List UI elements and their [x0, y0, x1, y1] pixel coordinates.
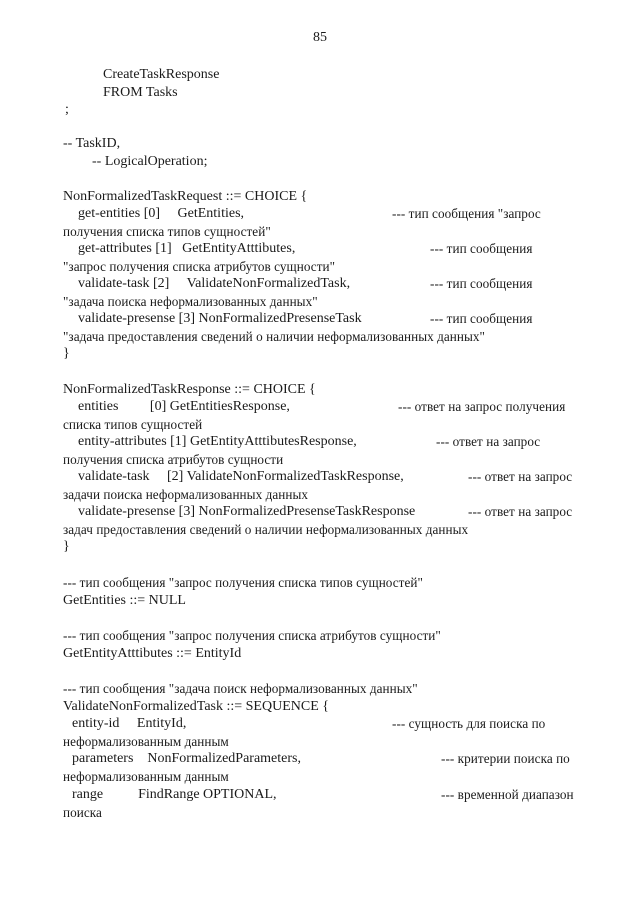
- code-line: get-entities [0] GetEntities,: [78, 206, 245, 221]
- code-comment-line: задач предоставления сведений о наличии неформализованных данных: [63, 522, 469, 537]
- code-line: GetEntities ::= NULL: [63, 593, 186, 608]
- code-line: get-attributes [1] GetEntityAtttibutes,: [78, 241, 296, 256]
- code-line: validate-presense [3] NonFormalizedPresenseTask: [78, 311, 362, 326]
- code-comment-line: -- TaskID,: [63, 136, 121, 151]
- code-comment-line: задачи поиска неформализованных данных: [63, 487, 308, 502]
- code-line: validate-presense [3] NonFormalizedPresenseTaskResponse: [78, 504, 416, 519]
- code-comment-line: --- тип сообщения "запрос получения списка атрибутов сущности": [63, 628, 441, 643]
- code-comment-line: неформализованным данным: [63, 734, 229, 749]
- code-comment-line: поиска: [63, 805, 102, 820]
- code-line: validate-task [2] ValidateNonFormalizedTask,: [78, 276, 351, 291]
- code-line: }: [63, 539, 70, 554]
- code-comment-line: --- ответ на запрос: [468, 504, 573, 519]
- code-comment-line: --- тип сообщения: [430, 311, 533, 326]
- code-comment-line: --- ответ на запрос: [468, 469, 573, 484]
- code-comment-line: --- тип сообщения: [430, 276, 533, 291]
- code-line: NonFormalizedTaskResponse ::= CHOICE {: [63, 382, 316, 397]
- code-comment-line: --- временной диапазон: [441, 787, 574, 802]
- code-comment-line: "задача поиска неформализованных данных": [63, 294, 318, 309]
- code-comment-line: -- LogicalOperation;: [92, 154, 208, 169]
- code-line: entity-attributes [1] GetEntityAtttibutesResponse,: [78, 434, 357, 449]
- code-line: entities [0] GetEntitiesResponse,: [78, 399, 290, 414]
- code-comment-line: --- тип сообщения: [430, 241, 533, 256]
- code-comment-line: --- тип сообщения "задача поиск неформализованных данных": [63, 681, 418, 696]
- code-comment-line: получения списка типов сущностей": [63, 224, 271, 239]
- code-line: entity-id EntityId,: [72, 716, 187, 731]
- code-line: validate-task [2] ValidateNonFormalizedTaskResponse,: [78, 469, 404, 484]
- code-line: GetEntityAtttibutes ::= EntityId: [63, 646, 242, 661]
- code-line: parameters NonFormalizedParameters,: [72, 751, 301, 766]
- code-line: CreateTaskResponse: [103, 67, 220, 82]
- page-number: 85: [313, 30, 327, 45]
- code-line: }: [63, 346, 70, 361]
- code-comment-line: "задача предоставления сведений о наличии неформализованных данных": [63, 329, 485, 344]
- code-comment-line: --- ответ на запрос получения: [398, 399, 566, 414]
- code-comment-line: получения списка атрибутов сущности: [63, 452, 284, 467]
- code-line: ValidateNonFormalizedTask ::= SEQUENCE {: [63, 699, 329, 714]
- code-comment-line: --- критерии поиска по: [441, 751, 570, 766]
- code-comment-line: --- тип сообщения "запрос получения списка типов сущностей": [63, 575, 423, 590]
- code-line: range FindRange OPTIONAL,: [72, 787, 277, 802]
- code-line: FROM Tasks: [103, 85, 178, 100]
- code-comment-line: неформализованным данным: [63, 769, 229, 784]
- code-line: ;: [65, 102, 69, 117]
- code-comment-line: --- тип сообщения "запрос: [392, 206, 541, 221]
- code-comment-line: "запрос получения списка атрибутов сущности": [63, 259, 336, 274]
- code-comment-line: --- ответ на запрос: [436, 434, 541, 449]
- code-comment-line: списка типов сущностей: [63, 417, 203, 432]
- code-line: NonFormalizedTaskRequest ::= CHOICE {: [63, 189, 308, 204]
- code-comment-line: --- сущность для поиска по: [392, 716, 546, 731]
